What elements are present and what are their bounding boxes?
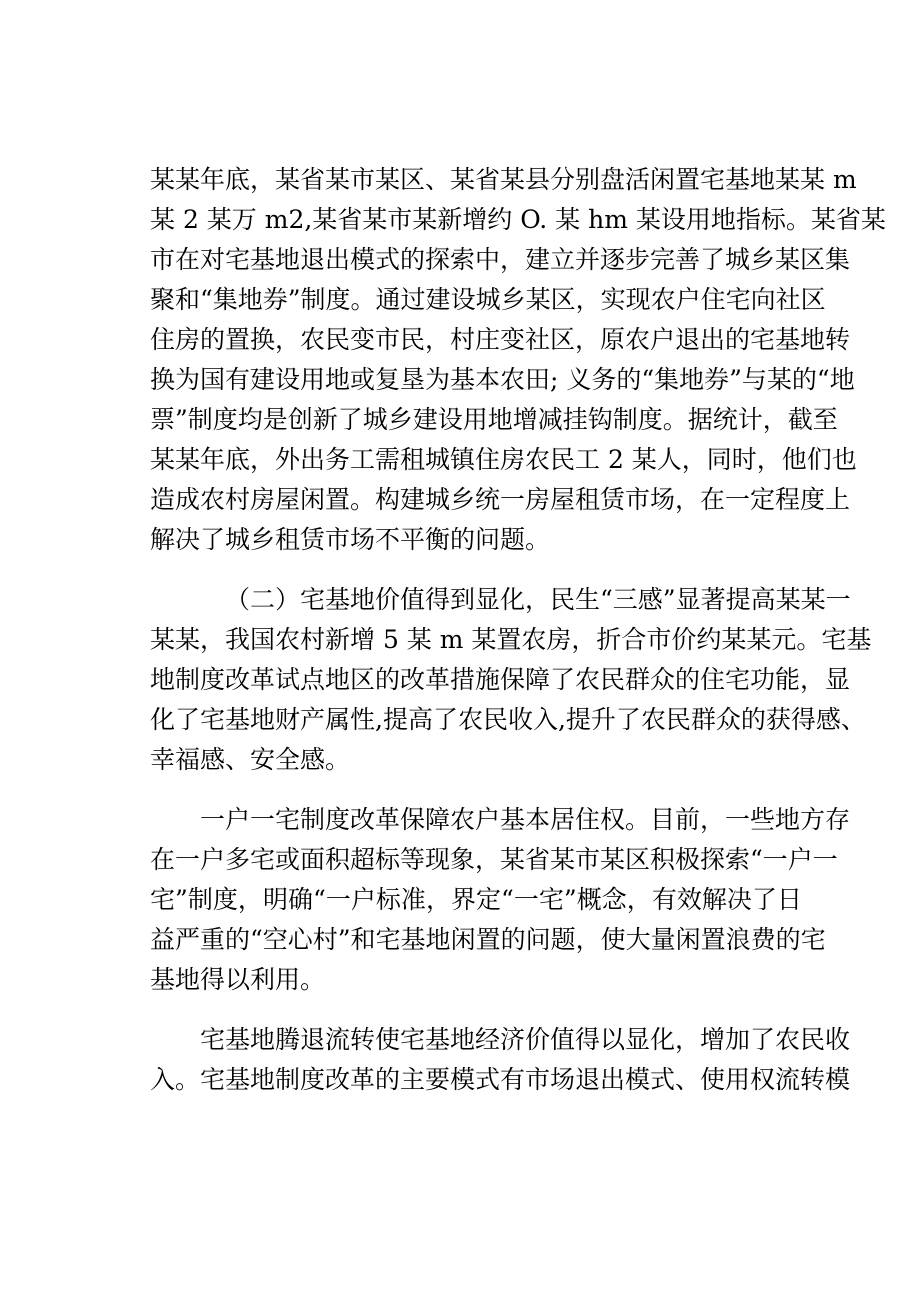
text-line: 一户一宅制度改革保障农户基本居住权。目前，一些地方存	[200, 805, 851, 834]
text-line: 某 2 某万 m2,某省某市某新增约 O. 某 hm 某设用地指标。某省某	[150, 205, 886, 234]
text-line: 宅”制度，明确“一户标准，界定“一宅”概念，有效解决了日	[150, 885, 802, 914]
paragraph-gap	[150, 560, 802, 580]
paragraph-2	[150, 580, 872, 780]
text-line: 市在对宅基地退出模式的探索中，建立并逐步完善了城乡某区集	[150, 245, 851, 274]
text-line: 地制度改革试点地区的改革措施保障了农民群众的住宅功能，显	[150, 665, 851, 694]
text-line: 聚和“集地券”制度。通过建设城乡某区，实现农户住宅向社区	[150, 285, 826, 314]
text-line: 幸福感、安全感。	[150, 745, 351, 774]
text-line: 化了宅基地财产属性,提高了农民收入,提升了农民群众的获得感、	[150, 705, 866, 734]
text-line: 票”制度均是创新了城乡建设用地增减挂钩制度。据统计，截至	[150, 405, 838, 434]
text-line: 某某年底，某省某市某区、某省某县分别盘活闲置宅基地某某 m	[150, 165, 857, 194]
text-line: 解决了城乡租赁市场不平衡的问题。	[150, 525, 551, 554]
paragraph-gap	[150, 780, 802, 800]
text-line: 某某年底，外出务工需租城镇住房农民工 2 某人，同时，他们也	[150, 445, 857, 474]
text-line: 住房的置换，农民变市民，村庄变社区，原农户退出的宅基地转	[150, 325, 851, 354]
paragraph-4	[150, 1020, 851, 1100]
text-line: 换为国有建设用地或复垦为基本农田; 义务的“集地券”与某的“地	[150, 365, 855, 394]
text-line: 在一户多宅或面积超标等现象，某省某市某区积极探索“一户一	[150, 845, 838, 874]
text-line: 某某，我国农村新增 5 某 m 某置农房，折合市价约某某元。宅基	[150, 625, 872, 654]
paragraph-gap	[150, 1000, 802, 1020]
text-line: 造成农村房屋闲置。构建城乡统一房屋租赁市场，在一定程度上	[150, 485, 851, 514]
text-line: 基地得以利用。	[150, 965, 326, 994]
paragraph-1	[150, 160, 886, 560]
section-heading-line: （二）宅基地价值得到显化，民生“三感”显著提高某某一	[225, 585, 851, 614]
text-line: 宅基地腾退流转使宅基地经济价值得以显化，增加了农民收	[200, 1025, 851, 1054]
document-body	[150, 160, 886, 1100]
text-line: 入。宅基地制度改革的主要模式有市场退出模式、使用权流转模	[150, 1065, 851, 1094]
paragraph-3	[150, 800, 851, 1000]
text-line: 益严重的“空心村”和宅基地闲置的问题，使大量闲置浪费的宅	[150, 925, 826, 954]
